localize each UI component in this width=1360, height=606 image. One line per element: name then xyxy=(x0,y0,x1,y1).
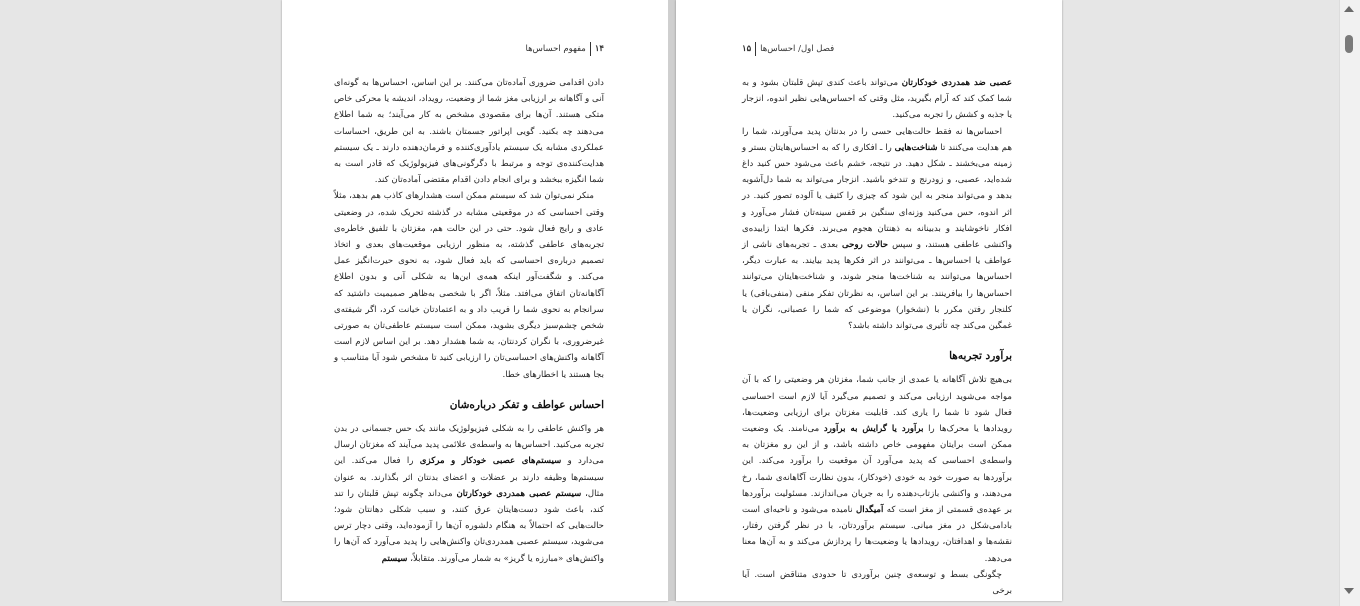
text-run: می‌تواند باعث کندی تپش قلبتان بشود و به شما کمک کند که آرام بگیرید، مثل وقتی که احساس‌هایی نظیر اندوه، انزجار یا جذبه و کشش را تجربه می‌کنید. xyxy=(742,78,1012,121)
bold-term: سیستم عصبی همدردی خودکارتان xyxy=(456,488,582,499)
bold-term: آمیگدال xyxy=(855,505,884,516)
scroll-up-arrow-icon[interactable] xyxy=(1344,6,1354,12)
paragraph xyxy=(742,75,1012,124)
text-run: هر واکنش عاطفی را به شکلی فیزیولوژیک مانند یک حس جسمانی در بدن تجربه می‌کنید. احساس‌ها به واسطه‌ی علائمی پدید می‌آیند که مغزتان ارسال می‌دارد و xyxy=(334,424,604,467)
page-body xyxy=(742,75,1012,599)
running-head-title: فصل اول/ احساس‌ها xyxy=(760,44,835,54)
paragraph xyxy=(742,372,1012,566)
bold-term: شناخت‌هایی xyxy=(894,142,938,153)
bold-term: عصبی ضد همدردی خودکارتان xyxy=(901,78,1012,88)
section-heading: احساس عواطف و تفکر درباره‌شان xyxy=(449,398,604,411)
page-body xyxy=(334,75,604,567)
running-header xyxy=(525,41,604,57)
bold-term: سیستم xyxy=(381,553,408,564)
page-left xyxy=(282,0,668,601)
running-head-title: مفهوم احساس‌ها xyxy=(525,44,586,54)
paragraph: منکر نمی‌توان شد که سیستم ممکن است هشدارهای کاذب هم بدهد، مثلاً وقتی احساسی که در موقعیتی مشابه در گذشته تحریک شده، در وضعیتی عادی و رایج فعال شود. حتی در این حالت هم، مغزتان با تلفیق خاطره‌ی تجربه‌های عاطفی گذشته، به منظور ارزیابی موقعیت‌های بعدی و اتخاذ تصمیم درباره‌ی احساسی که باید فعال شود، به نحوی حیرت‌انگیز عمل می‌کند. و شگفت‌آور اینکه همه‌ی این‌ها به شکلی آنی و بدون اطلاع آگاهانه‌تان اتفاق می‌افتد. مثلاً، اگر با شخصی به‌ظاهر صمیمیت داشتید که سرانجام به نحوی شما را فریب داد و به اعتمادتان خیانت کرد، اگر شیفته‌ی شخص چشم‌سبز دیگری بشوید، ممکن است سیستم عاطفی‌تان به صورتی غیرضروری، با نگران کردنتان، به شما هشدار دهد. بر این اساس لازم است آگاهانه واکنش‌های احساسی‌تان را ارزیابی کنید تا مشخص شود آیا متناسب و بجا هستند یا اخطارهای خطا. xyxy=(334,191,604,380)
text-run: بعدی ـ تجربه‌های ناشی از عواطف یا احساس‌ها ـ می‌توانند در اثر فکرها پدید بیایند. به عبارت دیگر، احساس‌ها می‌توانند به شناخت‌ها منجر شوند، و شناخت‌هایتان می‌توانند احساس‌ها را بیافرینند. بر این اساس، به نظرتان تفکر منفی (منفی‌بافی) یا کلنجار رفتن مکرر با (نشخوار) موضوعی که شما را عصبانی، نگران یا غمگین می‌کند چه تأثیری می‌تواند داشته باشد؟ xyxy=(742,240,1012,332)
bold-term: برآورد یا گرایش به برآورد xyxy=(823,424,924,435)
scroll-down-arrow-icon[interactable] xyxy=(1344,588,1354,594)
paragraph xyxy=(742,124,1012,335)
running-header xyxy=(742,41,834,57)
paragraph: دادن اقدامی ضروری آماده‌تان می‌کنند. بر این اساس، احساس‌ها به گونه‌ای آنی و آگاهانه بر ارزیابی مغز شما از وضعیت، رویداد، اندیشه یا محرکی خاص متکی هستند. آن‌ها برای مقصودی مشخص به کار می‌آیند؛ به شما اطلاع می‌دهند چه بکنید. گویی اپراتور جسمتان باشند. به این طریق، احساسات عملکردی مشابه یک سیستم یادآوری‌کننده و فرمان‌دهنده دارند ـ یک سیستم هدایت‌کننده‌ی توجه و مرتبط با دگرگونی‌های فیزیولوژیک که قادر است به شما انگیزه ببخشد و برای انجام دادن اقدام مقتضی آماده‌تان کند. xyxy=(334,78,604,186)
page-gutter xyxy=(668,0,676,601)
bold-term: حالات روحی xyxy=(842,240,889,251)
scrollbar-thumb[interactable] xyxy=(1345,35,1353,53)
page-number: ۱۴ xyxy=(594,44,604,54)
page-right xyxy=(676,0,1062,601)
paragraph: چگونگی بسط و توسعه‌ی چنین برآوردی تا حدودی متناقض است. آیا برخی xyxy=(742,569,1012,597)
text-run: نامیده می‌شود و ناحیه‌ای است بادامی‌شکل در مغز میانی. سیستم برآوردتان، با در نظر گرفتن رفتار، نقشه‌ها و اهدافتان، رویدادها یا وضعیت‌ها را پردازش می‌کند و به آن‌ها معنا می‌دهد. xyxy=(742,505,1012,564)
text-run: را فعال می‌کند. این سیستم‌ها وظیفه دارند بر عضلات و اعضای بدنتان اثر بگذارند. به عنوان مثال، xyxy=(334,456,604,499)
text-run: بی‌هیچ تلاش آگاهانه یا عمدی از جانب شما، مغزتان هر وضعیتی را که با آن مواجه می‌شوید ارزیابی می‌کند و تصمیم می‌گیرد آیا لازم است احساسی فعال شود تا شما را یاری کند. قابلیت مغزتان برای ارزیابی وضعیت‌ها، رویدادها یا محرک‌ها را xyxy=(742,375,1013,435)
text-run: می‌نامند. یک وضعیت ممکن است برایتان مفهومی خاص داشته باشد، و از این رو مغزتان به واسطه‌ی احساسی که پدید می‌آورد آن موقعیت را برآورد می‌کند. این برآوردها به صورت خود به خودی (خودکار)، بدون نظارت آگاهانه‌ی شما، رخ می‌دهند، و واکنشی بازتاب‌دهنده را به جریان می‌اندازند. مسئولیت برآوردها بر عهده‌ی قسمتی از مغز است که xyxy=(742,424,1012,516)
bold-term: سیستم‌های عصبی خودکار و مرکزی xyxy=(419,456,562,467)
header-divider xyxy=(755,42,756,56)
text-run: احساس‌ها نه فقط حالت‌هایی حسی را در بدنتان پدید می‌آورند، شما را هم هدایت می‌کنند تا xyxy=(742,126,1012,153)
paragraph xyxy=(334,421,604,567)
section-heading: برآورد تجربه‌ها xyxy=(949,350,1012,363)
vertical-scrollbar[interactable] xyxy=(1339,0,1360,606)
page-number: ۱۵ xyxy=(742,44,752,54)
text-run: را ـ افکاری را که به احساس‌هایتان بستر و زمینه می‌بخشند ـ شکل دهید. در نتیجه، خشم باعث می‌شود حس کنید داغ شده‌اید، عصبی، و زودرنج و تندخو باشید. انزجار می‌تواند به شما دل‌آشوبه بدهد و می‌تواند منجر به این شود که چیزی را کثیف یا آلوده تصور کنید. در اثر اندوه، حس می‌کنید وزنه‌ای سنگین بر قفس سینه‌تان فشار می‌آورد و افکار ناخوشایند و بدبینانه به ذهنتان هجوم می‌برند. فکرها ابتدا زاییده‌ی واکنشی عاطفی هستند، و سپس xyxy=(742,142,1012,251)
text-run: می‌داند چگونه تپش قلبتان را تند کند، باعث شود دست‌هایتان عرق کنند، و سبب شکلی دهانتان شود؛ حالت‌هایی که احتمالاً به هنگام دلشوره آن‌ها را آزموده‌اید، وقتی دچار ترس می‌شوید، سیستم عصبی همدردی‌تان واکنش‌هایی را پدید می‌آورد که آن‌ها را واکنش‌های «مبارزه یا گریز» به شمار می‌آورند. متقابلاً، xyxy=(334,488,604,564)
header-divider xyxy=(590,42,591,56)
